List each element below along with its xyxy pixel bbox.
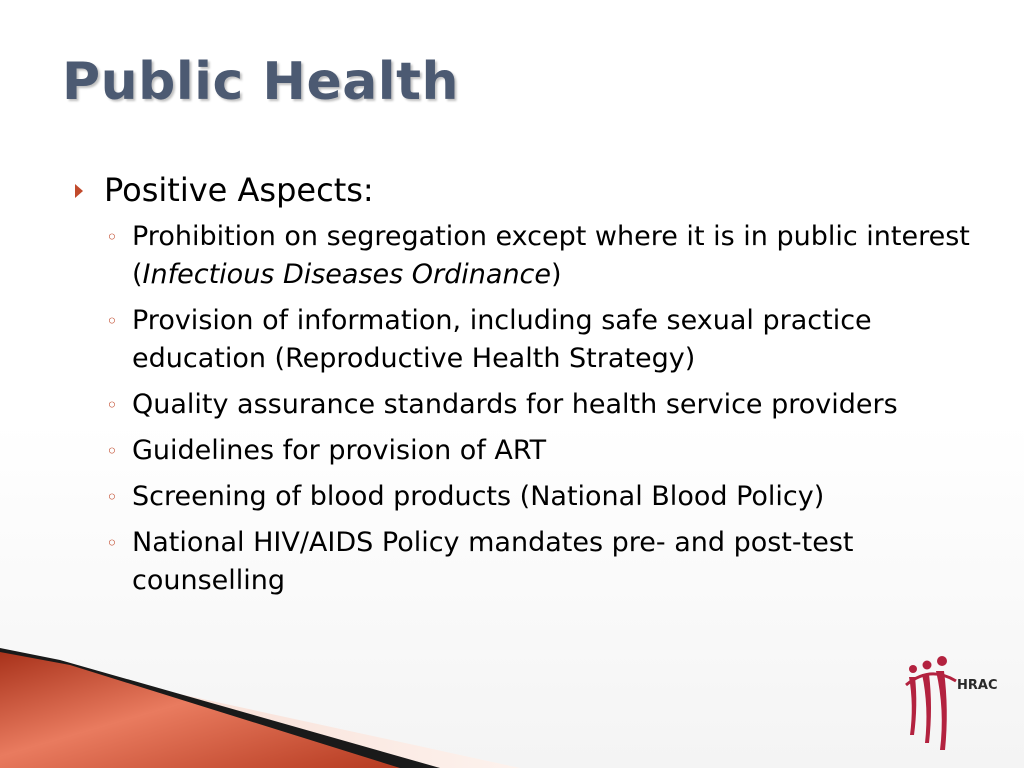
list-item: [104, 524, 972, 600]
list-item-text: Prohibition on segregation except where it is in public interest (: [132, 221, 970, 290]
slide-content: [72, 170, 972, 608]
arrow-bullet-icon: [75, 184, 83, 198]
circle-bullet-icon: ◦: [106, 225, 118, 249]
list-item: [104, 218, 972, 294]
circle-bullet-icon: ◦: [106, 439, 118, 463]
list-item-text: National HIV/AIDS Policy mandates pre- and post-test counselling: [132, 527, 854, 596]
list-item-text: Screening of blood products (National Blood Policy): [132, 481, 825, 512]
main-bullet-text: Positive Aspects:: [104, 171, 374, 209]
main-bullet: [72, 170, 972, 210]
logo-text: HRAC: [957, 678, 998, 693]
slide-title: Public Health: [62, 52, 460, 112]
circle-bullet-icon: ◦: [106, 393, 118, 417]
list-item-text: Provision of information, including safe sexual practice education (Reproductive Health Strategy): [132, 305, 872, 374]
list-item: [104, 432, 972, 470]
people-figures-logo-icon: [900, 655, 960, 755]
list-item-text: Quality assurance standards for health service providers: [132, 389, 898, 420]
circle-bullet-icon: ◦: [106, 485, 118, 509]
list-item: [104, 302, 972, 378]
list-item-text: Guidelines for provision of ART: [132, 435, 547, 466]
circle-bullet-icon: ◦: [106, 309, 118, 333]
list-item: [104, 386, 972, 424]
circle-bullet-icon: ◦: [106, 531, 118, 555]
sub-bullet-list: [72, 218, 972, 600]
ordinance-name: Infectious Diseases Ordinance: [142, 259, 552, 290]
list-item: [104, 478, 972, 516]
list-item-text-end: ): [551, 259, 562, 290]
